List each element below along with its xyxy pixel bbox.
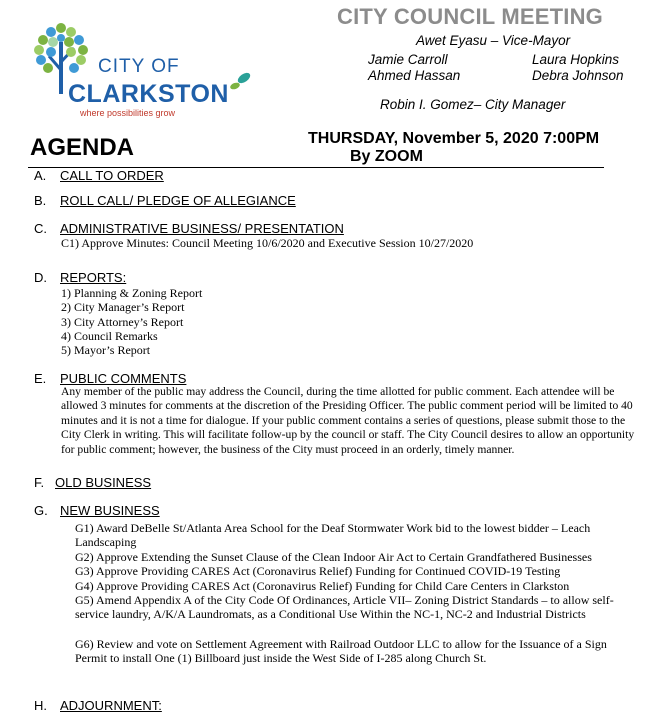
public-comments-text: Any member of the public may address the Council, during the time allotted for public comment. Each attendee will be allowed 3 minutes for comments at the discretion of the Presiding Officer. The public comment period will be limited to 40 minutes and it is not a time for dialogue. If your public comment contains a series of questions, please submit those to the City Clerk in writing. This will facilitate follow-up by the council or staff. The City Council desires to allow an opportunity for public comment; however, the business of the City must proceed in an orderly, timely manner.: [61, 385, 635, 456]
section-h-title: ADJOURNMENT:: [60, 698, 162, 713]
meeting-date: THURSDAY, November 5, 2020 7:00PM: [308, 130, 600, 147]
section-c-letter: C.: [34, 221, 47, 236]
report-item: 4) Council Remarks: [61, 329, 158, 343]
member-laura-hopkins: Laura Hopkins: [532, 52, 620, 67]
logo-city-of: CITY OF: [98, 56, 180, 77]
agenda-title: AGENDA: [30, 134, 135, 161]
report-item: 3) City Attorney’s Report: [61, 315, 184, 329]
new-business-item-g6: G6) Review and vote on Settlement Agreement with Railroad Outdoor LLC to allow for the Issuance of a Sign Permit to install One (1) Billboard just inside the West Side of I-285 along Church St.: [75, 637, 607, 666]
new-business-item-g5: G5) Amend Appendix A of the City Code Of Ordinances, Article VII– Zoning District Standards – to allow self-service laundry, A/K/A Laundromats, as a Conditional Use Within the NC-1, NC-2 and Industrial Districts: [75, 593, 614, 622]
item-c1: C1) Approve Minutes: Council Meeting 10/6/2020 and Executive Session 10/27/2020: [61, 236, 474, 250]
new-business-item-g2: G2) Approve Extending the Sunset Clause of the Clean Indoor Air Act to Certain Grandfathered Businesses: [75, 550, 592, 564]
meeting-venue: By ZOOM: [350, 148, 423, 165]
section-d-letter: D.: [34, 270, 47, 285]
section-b-letter: B.: [34, 193, 47, 208]
city-logo: [26, 20, 258, 124]
city-manager: Robin I. Gomez– City Manager: [380, 97, 566, 112]
section-g-letter: G.: [34, 503, 48, 518]
section-f-title: OLD BUSINESS: [55, 475, 152, 490]
member-debra-johnson: Debra Johnson: [532, 68, 624, 83]
new-business-item-g4: G4) Approve Providing CARES Act (Coronavirus Relief) Funding for Child Care Centers in Clarkston: [75, 579, 570, 593]
section-a-letter: A.: [34, 168, 47, 183]
logo-clarkston: CLARKSTON: [68, 80, 229, 108]
section-d-title: REPORTS:: [60, 270, 127, 285]
member-jamie-carroll: Jamie Carroll: [368, 52, 448, 67]
member-ahmed-hassan: Ahmed Hassan: [368, 68, 461, 83]
section-c-title: ADMINISTRATIVE BUSINESS/ PRESENTATION: [60, 221, 344, 236]
section-h-letter: H.: [34, 698, 47, 713]
new-business-item-g1: G1) Award DeBelle St/Atlanta Area School for the Deaf Stormwater Work bid to the lowest bidder – Leach Landscaping: [75, 521, 591, 550]
section-f-letter: F.: [34, 475, 45, 490]
section-e-letter: E.: [34, 371, 47, 386]
section-a-title: CALL TO ORDER: [60, 168, 164, 183]
report-item: 2) City Manager’s Report: [61, 300, 185, 314]
vice-mayor: Awet Eyasu – Vice-Mayor: [416, 33, 571, 48]
report-item: 1) Planning & Zoning Report: [61, 286, 203, 300]
meeting-title: CITY COUNCIL MEETING: [337, 4, 603, 29]
new-business-item-g3: G3) Approve Providing CARES Act (Coronavirus Relief) Funding for Continued COVID-19 Testing: [75, 564, 561, 578]
logo-tagline: where possibilities grow: [80, 108, 176, 118]
report-item: 5) Mayor’s Report: [61, 343, 151, 357]
section-g-title: NEW BUSINESS: [60, 503, 160, 518]
section-e-title: PUBLIC COMMENTS: [60, 371, 187, 386]
section-b-title: ROLL CALL/ PLEDGE OF ALLEGIANCE: [60, 193, 296, 208]
